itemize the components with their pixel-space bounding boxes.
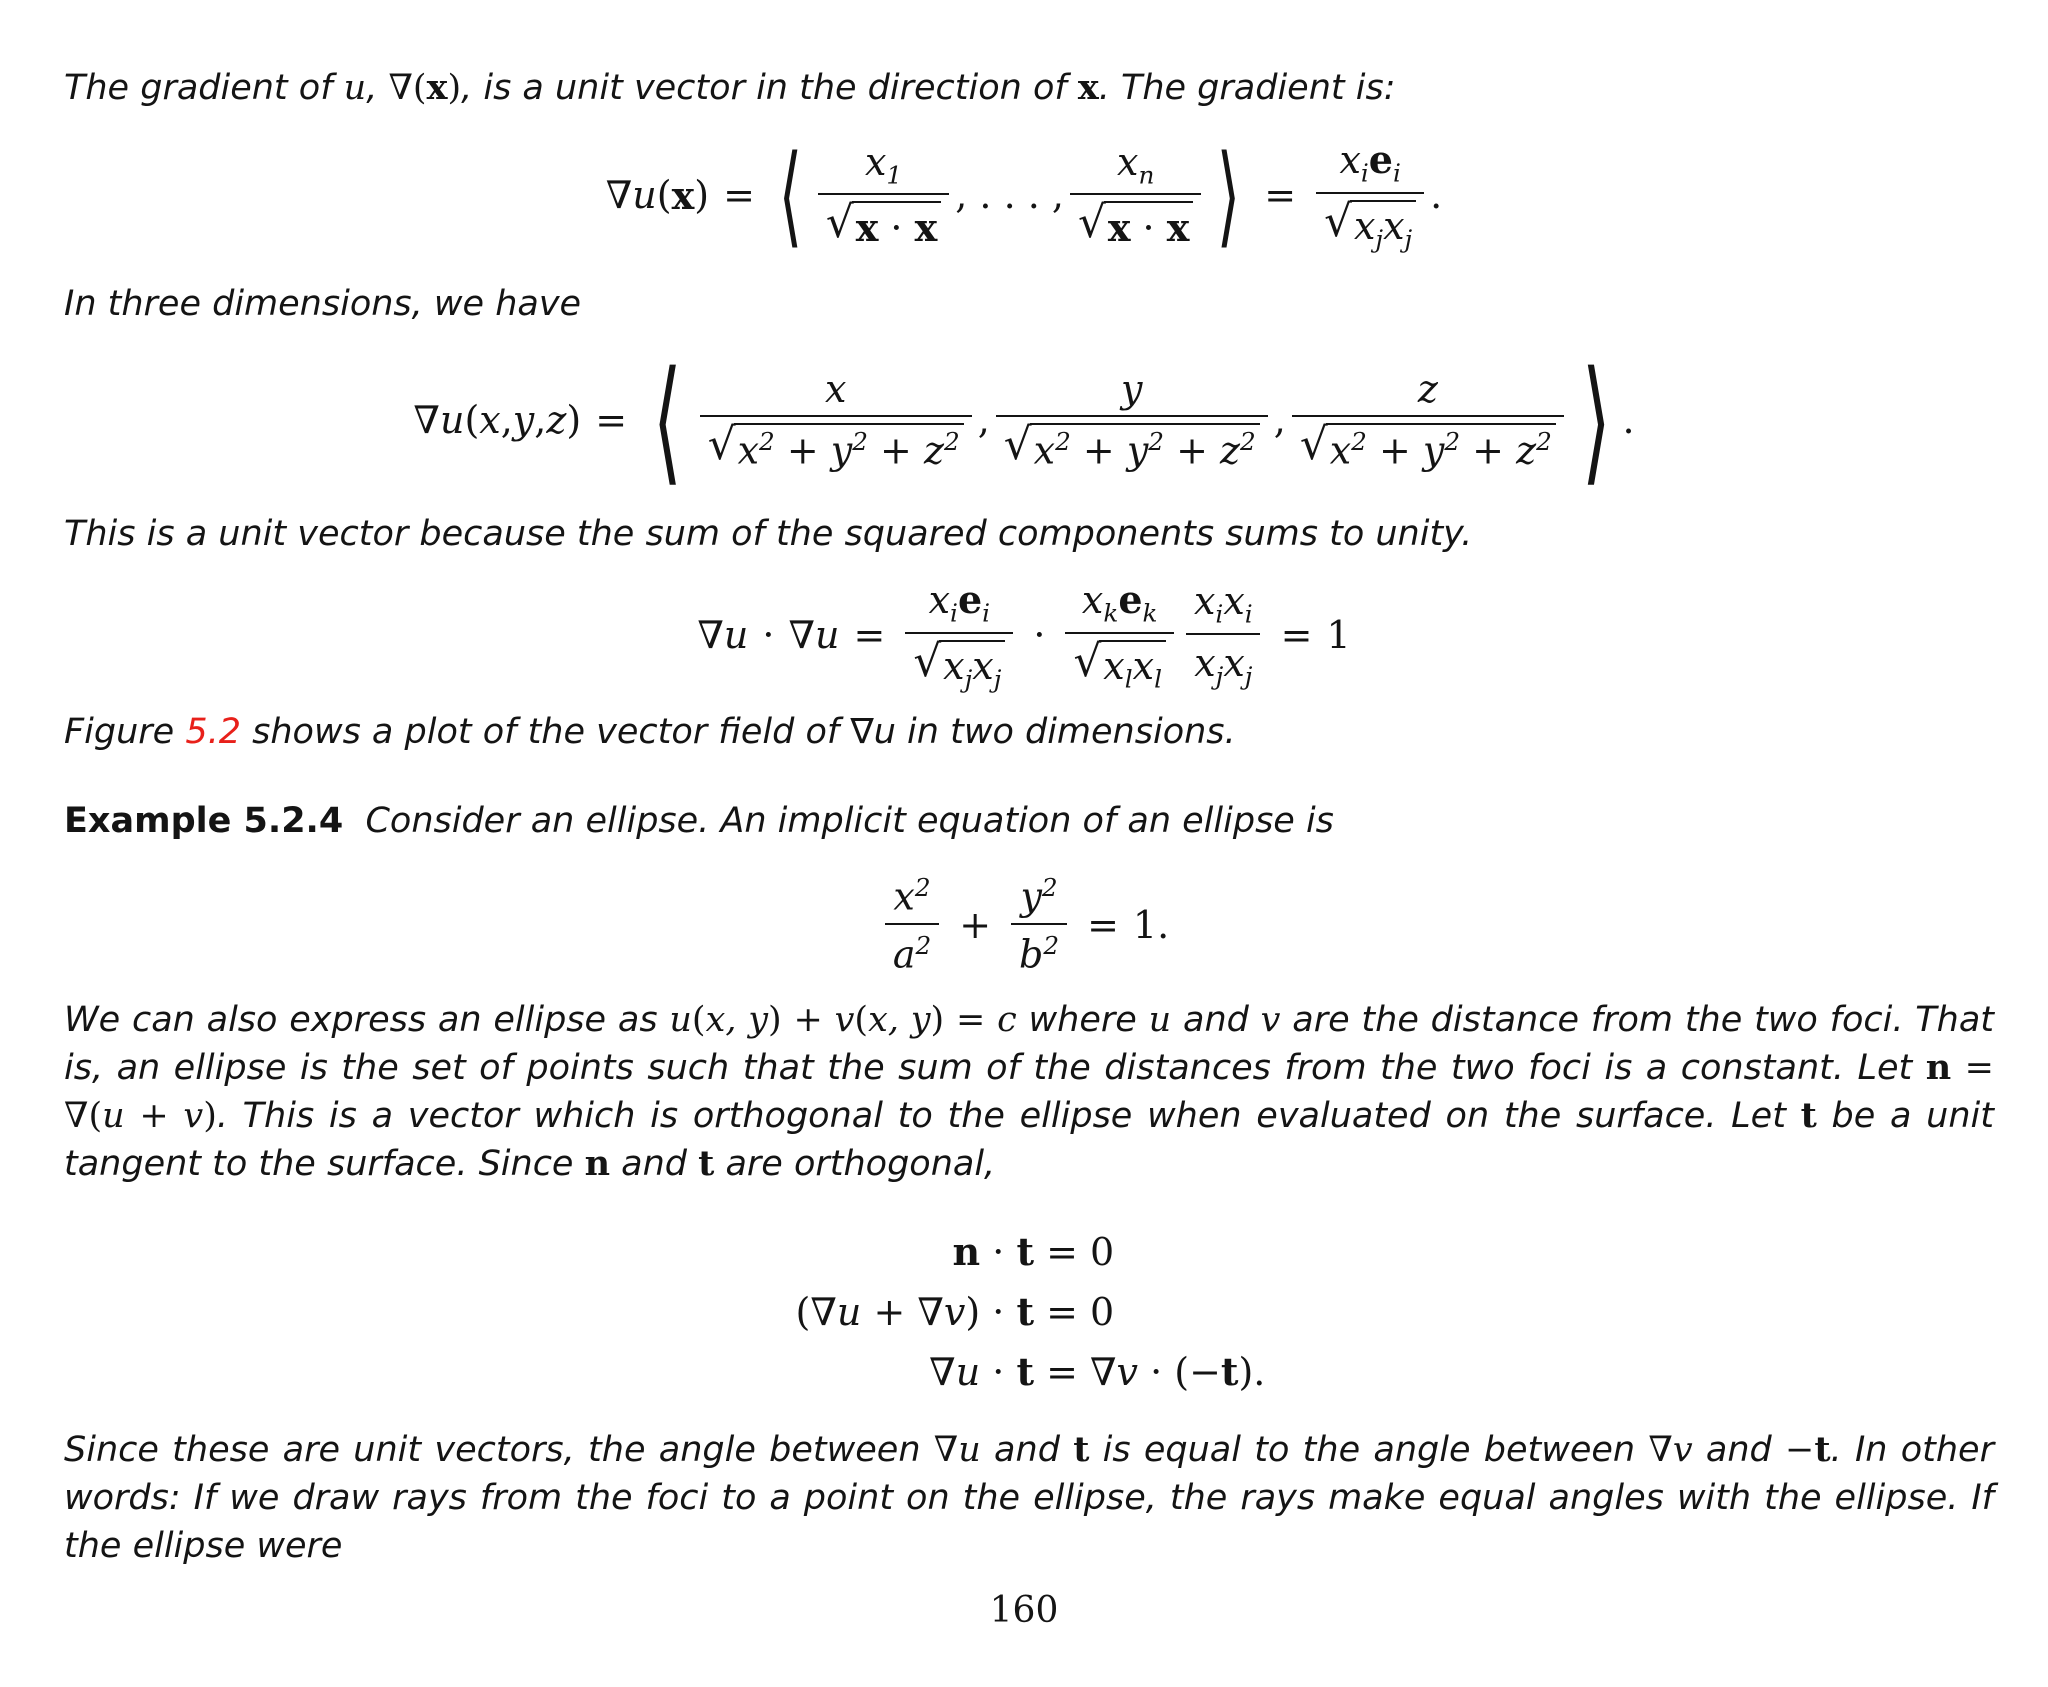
paragraph-ellipse-foci: We can also express an ellipse as u(x, y) + v(x, y) = c where u and v are the distance from the two foci. That is, an ellipse is the set of points such that the sum of the distances from the two foci is a constant. Let n = ∇(u + v). This is a vector which is orthogonal to the ellipse when evaluated on the surface. Let t be a unit tangent to the surface. Since n and t are orthogonal, bbox=[64, 1000, 1995, 1184]
figure-link[interactable]: 5.2 bbox=[185, 712, 241, 752]
equation-line-3: ∇u · t = ∇v · (−t). bbox=[929, 1349, 1266, 1394]
equation-dot-product: ∇ u · ∇ u = $x_ie_i$ √ $x_jx_j$ · $x_ke_k$ √ $x_lx_l$ $\frac{x_ix_i}{x_jx_j}$ = 1 bbox=[697, 576, 1351, 694]
paragraph-gradient-intro: The gradient of u, ∇(x), is a unit vector in the direction of x. The gradient is: bbox=[64, 67, 1396, 108]
example-heading bbox=[64, 797, 1994, 845]
example-label: Example 5.2.4 bbox=[64, 801, 344, 841]
equation-line-1: n · t = 0 bbox=[952, 1229, 1115, 1274]
equation-gradient-nd: ∇ u ( x ) = ⟨ $x_1$ √ x · x , . . . , $x_n$ √ x · x ⟩ = $x_ie_i$ √ $x_jx_j$ . bbox=[605, 131, 1443, 259]
paragraph-equal-angles: Since these are unit vectors, the angle between ∇u and t is equal to the angle between ∇v and −t. In other words: If we draw rays from the foci to a point on the ellipse, the rays make equal angles with the ellipse. If the ellipse were bbox=[64, 1429, 1994, 1566]
equation-orthogonality bbox=[0, 1222, 2048, 1402]
equation-gradient-3d: ∇ u ( x , y , z ) = ⟨ x √ $x^2 + y^2 + z^2$ , y √ $x^2 + y^2 + z^2$ , z √ $x^2 + y^2 + z^2$ ⟩ . bbox=[413, 341, 1635, 499]
page-number: 160 bbox=[989, 1590, 1059, 1631]
paragraph-figure-reference: Figure 5.2 shows a plot of the vector field of ∇u in two dimensions. bbox=[64, 712, 1236, 752]
example-text: Consider an ellipse. An implicit equation of an ellipse is bbox=[365, 801, 1334, 841]
paragraph-unit-vector: This is a unit vector because the sum of the squared components sums to unity. bbox=[64, 514, 1473, 554]
paragraph-three-dimensions: In three dimensions, we have bbox=[64, 284, 582, 324]
equation-ellipse: $\frac{x^2}{a^2}$ + $\frac{y^2}{b^2}$ = 1. bbox=[0, 870, 2048, 980]
equation-line-2: (∇u + ∇v) · t = 0 bbox=[795, 1289, 1115, 1334]
